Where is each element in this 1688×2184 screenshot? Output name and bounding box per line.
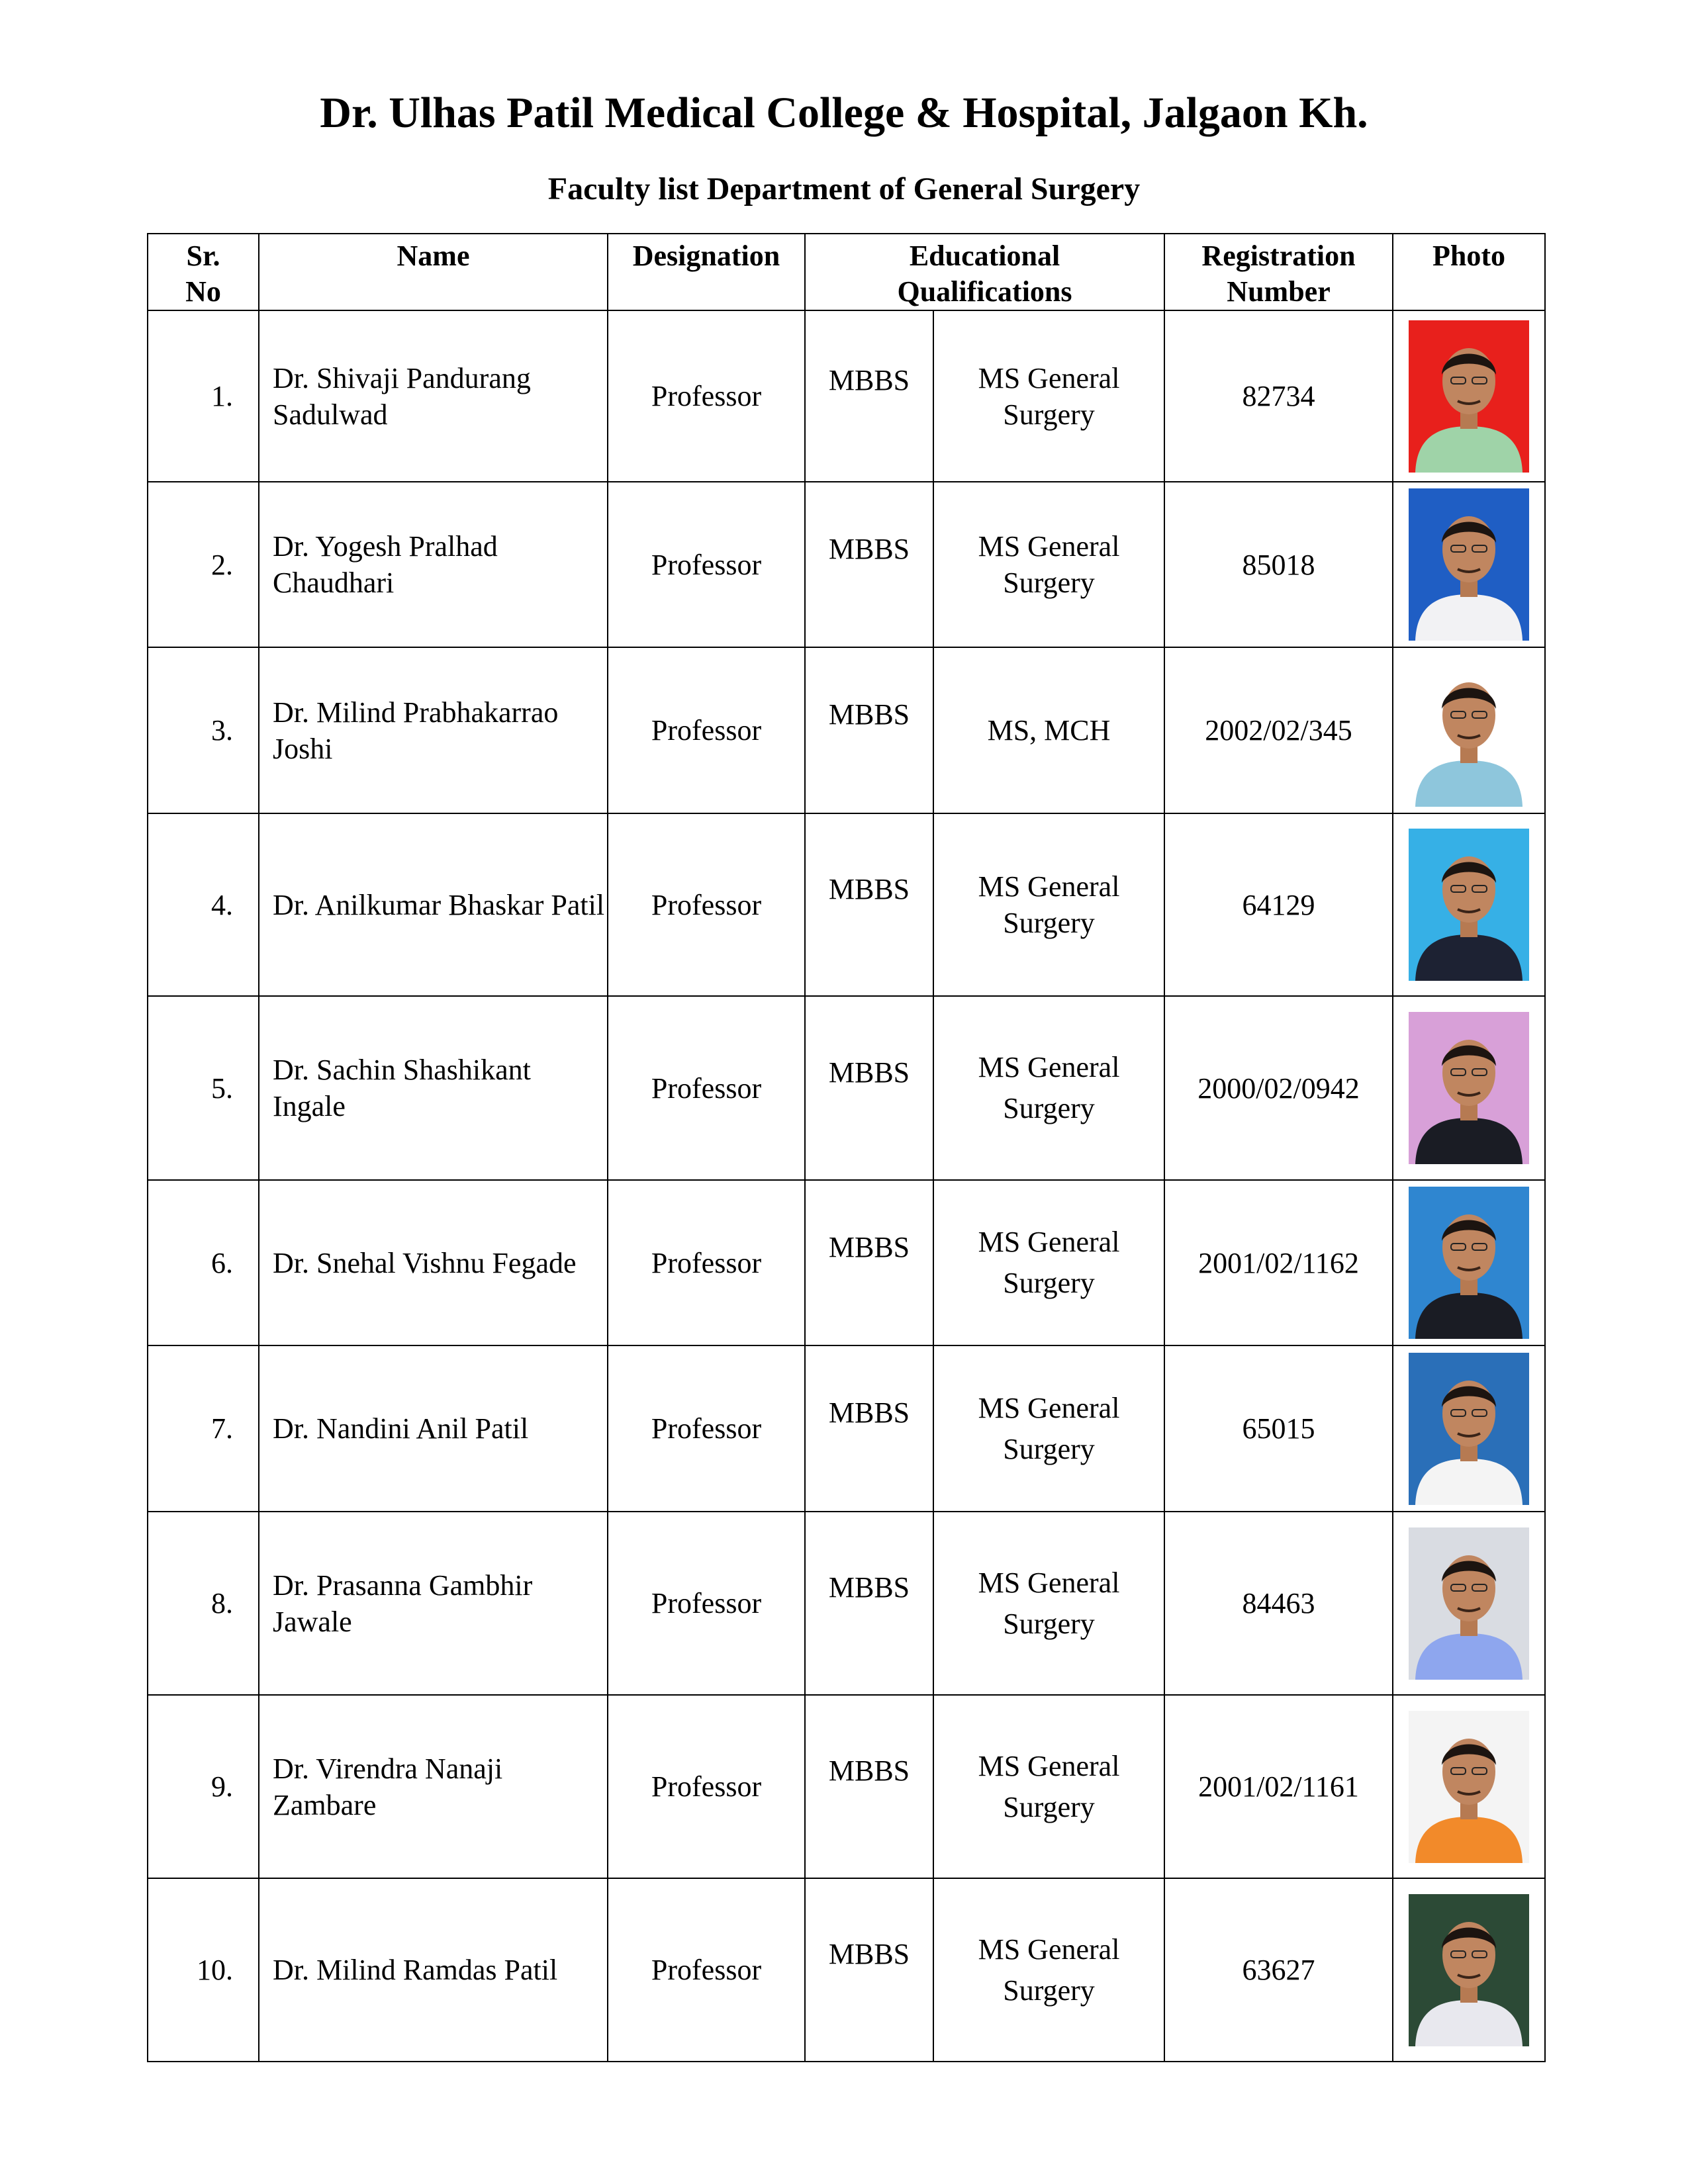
degree-text: MBBS	[828, 364, 910, 396]
degree-text: MBBS	[828, 698, 910, 731]
cell-registration: 65015	[1164, 1345, 1393, 1512]
cell-designation: Professor	[608, 996, 805, 1180]
cell-photo	[1393, 813, 1545, 996]
cell-designation: Professor	[608, 482, 805, 647]
cell-registration: 82734	[1164, 310, 1393, 482]
pg-degree-text: MS General Surgery	[978, 1566, 1120, 1640]
faculty-photo	[1409, 320, 1529, 473]
cell-designation: Professor	[608, 647, 805, 813]
cell-sr: 8.	[148, 1512, 259, 1695]
table-row	[148, 1512, 1545, 1695]
cell-pg-degree	[933, 482, 1164, 647]
cell-registration: 2001/02/1162	[1164, 1180, 1393, 1345]
degree-text: MBBS	[828, 872, 910, 905]
faculty-photo	[1409, 655, 1529, 807]
cell-pg-degree	[933, 1180, 1164, 1345]
cell-degree	[805, 1695, 933, 1878]
page-title: Dr. Ulhas Patil Medical College & Hospital, Jalgaon Kh.	[320, 89, 1368, 137]
column-header-designation: Designation	[608, 234, 805, 310]
cell-pg-degree	[933, 1512, 1164, 1695]
cell-designation: Professor	[608, 1180, 805, 1345]
cell-photo	[1393, 482, 1545, 647]
cell-registration: 84463	[1164, 1512, 1393, 1695]
table-row	[148, 1878, 1545, 2062]
cell-sr: 1.	[148, 310, 259, 482]
cell-name: Dr. Virendra Nanaji Zambare	[259, 1695, 608, 1878]
column-header-qualifications: Educational Qualifications	[805, 234, 1164, 310]
pg-degree-text: MS General Surgery	[978, 1226, 1120, 1299]
column-header-sr: Sr. No	[148, 234, 259, 310]
degree-text: MBBS	[828, 1754, 910, 1787]
cell-designation: Professor	[608, 1878, 805, 2062]
cell-pg-degree	[933, 996, 1164, 1180]
column-header-registration: Registration Number	[1164, 234, 1393, 310]
faculty-photo	[1409, 1353, 1529, 1505]
table-row	[148, 310, 1545, 482]
cell-sr: 2.	[148, 482, 259, 647]
cell-degree	[805, 1345, 933, 1512]
cell-sr: 6.	[148, 1180, 259, 1345]
cell-sr: 7.	[148, 1345, 259, 1512]
pg-degree-text: MS General Surgery	[978, 361, 1120, 431]
faculty-photo	[1409, 829, 1529, 981]
cell-name: Dr. Milind Prabhakarrao Joshi	[259, 647, 608, 813]
degree-text: MBBS	[828, 1056, 910, 1089]
cell-designation: Professor	[608, 1345, 805, 1512]
cell-pg-degree	[933, 647, 1164, 813]
cell-photo	[1393, 1180, 1545, 1345]
table-row	[148, 1695, 1545, 1878]
cell-name: Dr. Anilkumar Bhaskar Patil	[259, 813, 608, 996]
pg-degree-text: MS, MCH	[987, 714, 1111, 747]
degree-text: MBBS	[828, 1571, 910, 1604]
cell-name: Dr. Prasanna Gambhir Jawale	[259, 1512, 608, 1695]
pg-degree-text: MS General Surgery	[978, 1933, 1120, 2007]
cell-photo	[1393, 1695, 1545, 1878]
cell-degree	[805, 1878, 933, 2062]
table-header-row	[148, 234, 1545, 310]
table-row	[148, 482, 1545, 647]
faculty-photo	[1409, 1711, 1529, 1863]
cell-sr: 4.	[148, 813, 259, 996]
cell-name: Dr. Yogesh Pralhad Chaudhari	[259, 482, 608, 647]
cell-pg-degree	[933, 1345, 1164, 1512]
degree-text: MBBS	[828, 1396, 910, 1429]
cell-designation: Professor	[608, 813, 805, 996]
cell-pg-degree	[933, 813, 1164, 996]
faculty-table	[147, 233, 1546, 2062]
faculty-photo	[1409, 1187, 1529, 1339]
faculty-photo	[1409, 1527, 1529, 1680]
cell-sr: 3.	[148, 647, 259, 813]
cell-sr: 10.	[148, 1878, 259, 2062]
table-row	[148, 813, 1545, 996]
cell-sr: 9.	[148, 1695, 259, 1878]
cell-photo	[1393, 996, 1545, 1180]
cell-name: Dr. Sachin Shashikant Ingale	[259, 996, 608, 1180]
pg-degree-text: MS General Surgery	[978, 1051, 1120, 1124]
faculty-photo	[1409, 1012, 1529, 1164]
degree-text: MBBS	[828, 1938, 910, 1970]
cell-registration: 2000/02/0942	[1164, 996, 1393, 1180]
cell-name: Dr. Milind Ramdas Patil	[259, 1878, 608, 2062]
cell-degree	[805, 482, 933, 647]
cell-registration: 2002/02/345	[1164, 647, 1393, 813]
cell-name: Dr. Nandini Anil Patil	[259, 1345, 608, 1512]
pg-degree-text: MS General Surgery	[978, 870, 1120, 939]
cell-degree	[805, 1512, 933, 1695]
cell-degree	[805, 647, 933, 813]
faculty-photo	[1409, 488, 1529, 641]
cell-designation: Professor	[608, 1695, 805, 1878]
cell-photo	[1393, 1345, 1545, 1512]
column-header-name: Name	[259, 234, 608, 310]
cell-registration: 63627	[1164, 1878, 1393, 2062]
cell-registration: 64129	[1164, 813, 1393, 996]
degree-text: MBBS	[828, 1230, 910, 1263]
cell-sr: 5.	[148, 996, 259, 1180]
table-row	[148, 647, 1545, 813]
cell-photo	[1393, 310, 1545, 482]
page-subtitle: Faculty list Department of General Surgery	[547, 171, 1141, 206]
faculty-photo	[1409, 1894, 1529, 2046]
cell-degree	[805, 1180, 933, 1345]
cell-photo	[1393, 647, 1545, 813]
cell-degree	[805, 996, 933, 1180]
table-row	[148, 1345, 1545, 1512]
pg-degree-text: MS General Surgery	[978, 1749, 1120, 1823]
cell-photo	[1393, 1878, 1545, 2062]
column-header-photo: Photo	[1393, 234, 1545, 310]
pg-degree-text: MS General Surgery	[978, 1391, 1120, 1465]
cell-pg-degree	[933, 310, 1164, 482]
cell-degree	[805, 813, 933, 996]
cell-photo	[1393, 1512, 1545, 1695]
cell-registration: 85018	[1164, 482, 1393, 647]
cell-registration: 2001/02/1161	[1164, 1695, 1393, 1878]
table-row	[148, 996, 1545, 1180]
cell-name: Dr. Shivaji Pandurang Sadulwad	[259, 310, 608, 482]
cell-designation: Professor	[608, 310, 805, 482]
cell-name: Dr. Snehal Vishnu Fegade	[259, 1180, 608, 1345]
degree-text: MBBS	[828, 532, 910, 565]
cell-designation: Professor	[608, 1512, 805, 1695]
cell-pg-degree	[933, 1878, 1164, 2062]
cell-pg-degree	[933, 1695, 1164, 1878]
pg-degree-text: MS General Surgery	[978, 530, 1120, 599]
cell-degree	[805, 310, 933, 482]
table-row	[148, 1180, 1545, 1345]
